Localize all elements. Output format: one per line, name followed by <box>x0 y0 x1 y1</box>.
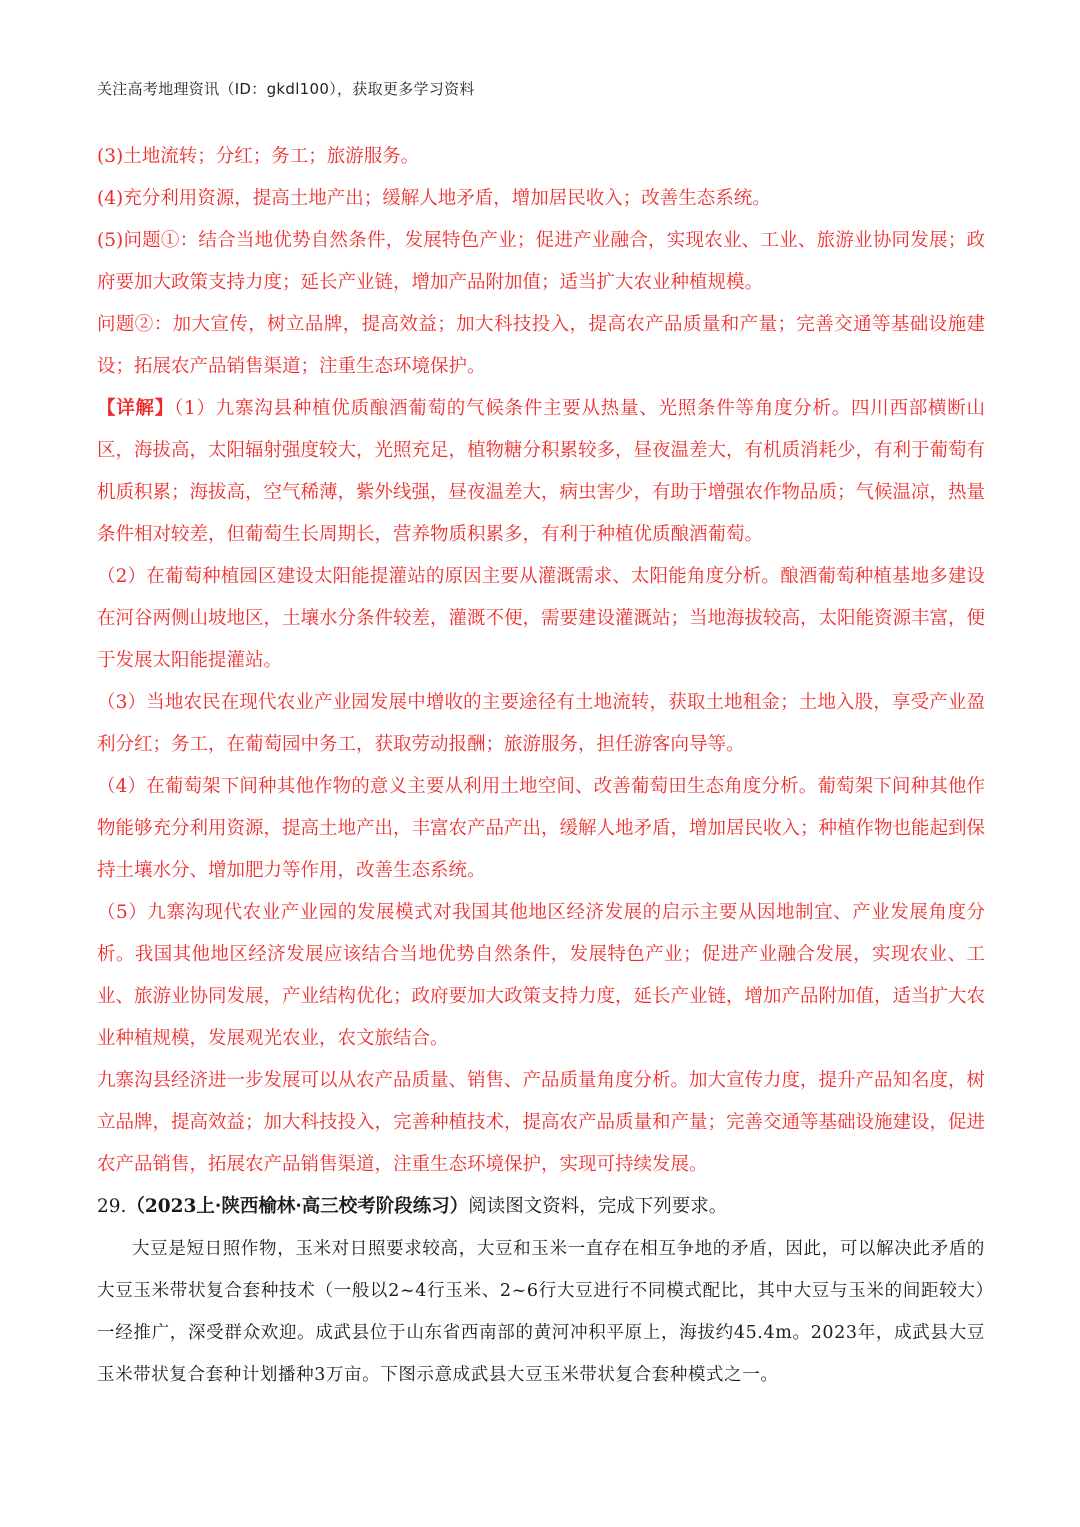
answer-3: (3)土地流转；分红；务工；旅游服务。 <box>97 146 420 167</box>
detail-text-1: （1）九寨沟县种植优质酿酒葡萄的气候条件主要从热量、光照条件等角度分析。四川西部横断山区，海拔高，太阳辐射强度较大，光照充足，植物糖分积累较多，昼夜温差大，有机质消耗少，有利于葡萄有机质积累；海拔高，空气稀薄，紫外线强，昼夜温差大，病虫害少，有助于增强农作物品质；气候温凉，热量条件相对较差，但葡萄生长周期长，营养物质积累多，有利于种植优质酿酒葡萄。 <box>97 398 986 545</box>
detail-paragraph-6: 九寨沟县经济进一步发展可以从农产品质量、销售、产品质量角度分析。加大宣传力度，提升产品知名度，树立品牌，提高效益；加大科技投入，完善种植技术，提高农产品质量和产量；完善交通等基础设施建设，促进农产品销售，拓展农产品销售渠道，注重生态环境保护，实现可持续发展。 <box>97 1070 986 1175</box>
question-source: （2023上·陕西榆林·高三校考阶段练习） <box>126 1196 469 1217</box>
answer-5-q1: (5)问题①：结合当地优势自然条件，发展特色产业；促进产业融合，实现农业、工业、旅游业协同发展；政府要加大政策支持力度；延长产业链，增加产品附加值；适当扩大农业种植规模。 <box>97 230 985 293</box>
question-number: 29. <box>97 1196 127 1217</box>
question-title <box>97 1186 985 1228</box>
page-header: 关注高考地理资讯（ID：gkdl100），获取更多学习资料 <box>97 80 475 98</box>
answer-5-q2: 问题②：加大宣传，树立品牌，提高效益；加大科技投入，提高农产品质量和产量；完善交通等基础设施建设；拓展农产品销售渠道；注重生态环境保护。 <box>97 314 985 377</box>
document-body <box>97 136 985 1396</box>
question-prompt: 阅读图文资料，完成下列要求。 <box>468 1196 728 1217</box>
detail-paragraph-1 <box>97 388 985 556</box>
detail-paragraph-2: （2）在葡萄种植园区建设太阳能提灌站的原因主要从灌溉需求、太阳能角度分析。酿酒葡萄种植基地多建设在河谷两侧山坡地区，土壤水分条件较差，灌溉不便，需要建设灌溉站；当地海拔较高，太阳能资源丰富，便于发展太阳能提灌站。 <box>97 566 986 671</box>
question-material: 大豆是短日照作物，玉米对日照要求较高，大豆和玉米一直存在相互争地的矛盾，因此，可以解决此矛盾的大豆玉米带状复合套种技术（一般以2~4行玉米、2~6行大豆进行不同模式配比，其中大豆与玉米的间距较大）一经推广，深受群众欢迎。成武县位于山东省西南部的黄河冲积平原上，海拔约45.4m。2023年，成武县大豆玉米带状复合套种计划播种3万亩。下图示意成武县大豆玉米带状复合套种模式之一。 <box>97 1239 985 1385</box>
detail-label: 【详解】 <box>97 398 174 419</box>
detail-paragraph-5: （5）九寨沟现代农业产业园的发展模式对我国其他地区经济发展的启示主要从因地制宜、产业发展角度分析。我国其他地区经济发展应该结合当地优势自然条件，发展特色产业；促进产业融合发展，实现农业、工业、旅游业协同发展，产业结构优化；政府要加大政策支持力度，延长产业链，增加产品附加值，适当扩大农业种植规模，发展观光农业，农文旅结合。 <box>97 902 986 1049</box>
detail-paragraph-3: （3）当地农民在现代农业产业园发展中增收的主要途径有土地流转，获取土地租金；土地入股，享受产业盈利分红；务工，在葡萄园中务工，获取劳动报酬；旅游服务，担任游客向导等。 <box>97 692 985 755</box>
detail-paragraph-4: （4）在葡萄架下间种其他作物的意义主要从利用土地空间、改善葡萄田生态角度分析。葡萄架下间种其他作物能够充分利用资源，提高土地产出，丰富农产品产出，缓解人地矛盾，增加居民收入；种植作物也能起到保持土壤水分、增加肥力等作用，改善生态系统。 <box>97 776 986 881</box>
answer-4: (4)充分利用资源，提高土地产出；缓解人地矛盾，增加居民收入；改善生态系统。 <box>97 188 771 209</box>
